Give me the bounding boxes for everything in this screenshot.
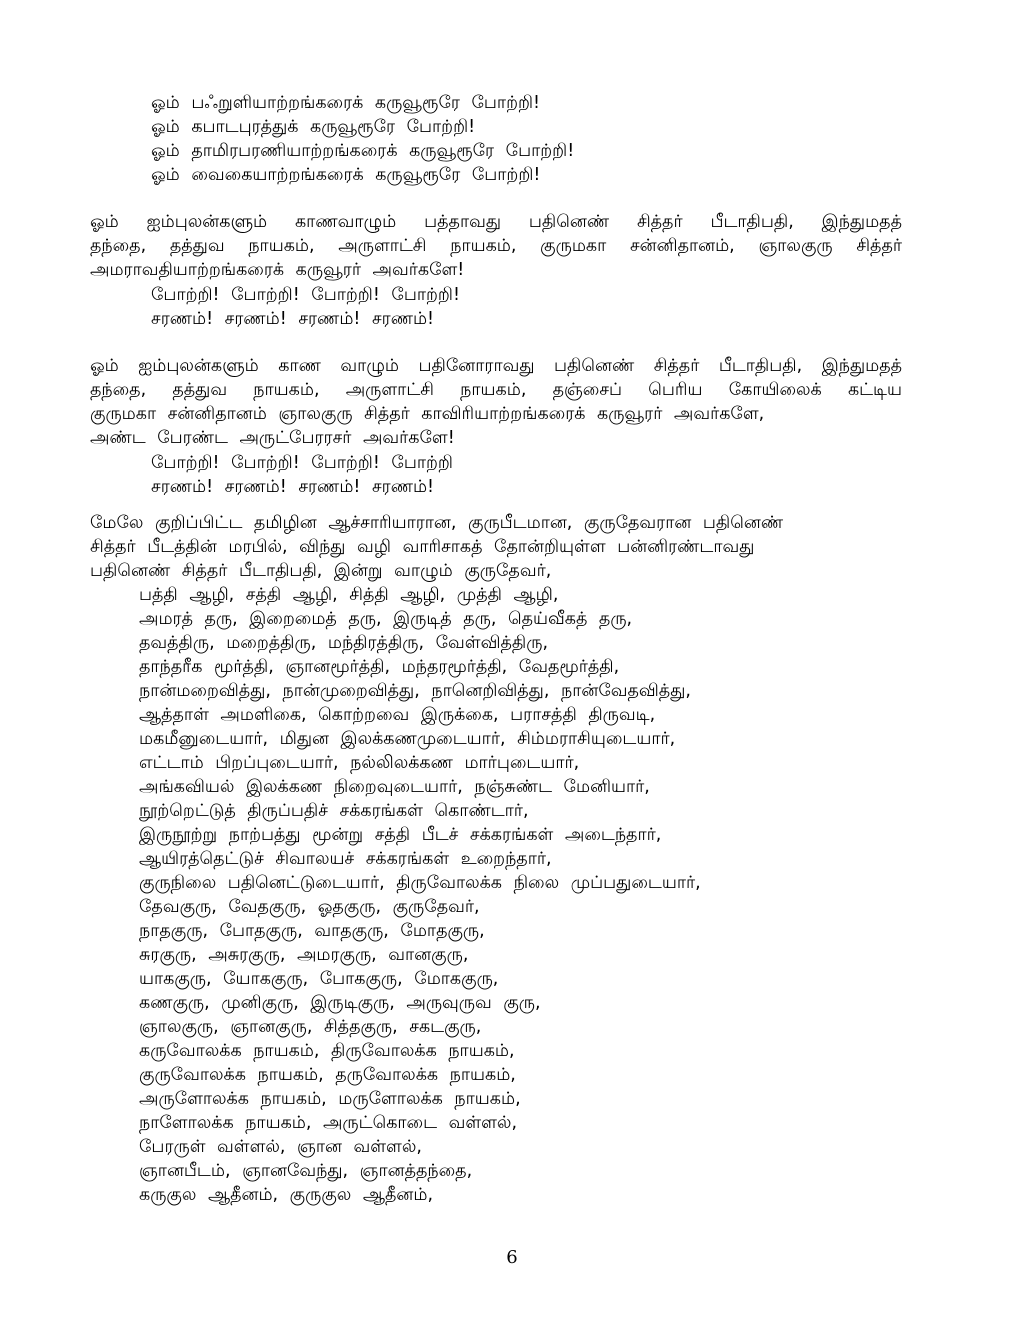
list-line: தேவகுரு, வேதகுரு, ஓதகுரு, குருதேவர், [139, 897, 480, 917]
paragraph-line: சித்தர் பீடத்தின் மரபில், விந்து வழி வாரிசாகத் தோன்றியுள்ள பன்னிரண்டாவது [90, 537, 755, 557]
text-line: ஓம் தாமிரபரணியாற்றங்கரைக் கருவூரூரே போற்றி! [151, 141, 575, 161]
list-line: தவத்திரு, மறைத்திரு, மந்திரத்திரு, வேள்வித்திரு, [139, 633, 549, 653]
list-line: அருளோலக்க நாயகம், மருளோலக்க நாயகம், [139, 1089, 521, 1109]
list-line: யாககுரு, யோககுரு, போககுரு, மோககுரு, [139, 969, 499, 989]
list-line: தாந்தரீக மூர்த்தி, ஞானமூர்த்தி, மந்தரமூர்த்தி, வேதமூர்த்தி, [139, 657, 620, 677]
paragraph-line: தந்தை, தத்துவ நாயகம், அருளாட்சி நாயகம், குருமகா சன்னிதானம், ஞாலகுரு சித்தர் [90, 236, 902, 256]
list-line: பத்தி ஆழி, சத்தி ஆழி, சித்தி ஆழி, முத்தி ஆழி, [139, 585, 559, 605]
text-line: சரணம்! சரணம்! சரணம்! சரணம்! [151, 477, 435, 497]
text-line: சரணம்! சரணம்! சரணம்! சரணம்! [151, 309, 435, 329]
text-line: ஓம் பஃறுளியாற்றங்கரைக் கருவூரூரே போற்றி! [151, 93, 541, 113]
list-line: குருநிலை பதினெட்டுடையார், திருவோலக்க நிலை முப்பதுடையார், [139, 873, 701, 893]
list-line: அங்கவியல் இலக்கண நிறைவுடையார், நஞ்சுண்ட மேனியார், [139, 777, 650, 797]
paragraph-line: தந்தை, தத்துவ நாயகம், அருளாட்சி நாயகம், தஞ்சைப் பெரிய கோயிலைக் கட்டிய [90, 380, 902, 400]
list-line: மகமீனுடையார், மிதுன இலக்கணமுடையார், சிம்மராசியுடையார், [139, 729, 676, 749]
list-line: கருகுல ஆதீனம், குருகுல ஆதீனம், [139, 1185, 434, 1205]
list-line: இருநூற்று நாற்பத்து மூன்று சத்தி பீடச் சக்கரங்கள் அடைந்தார், [139, 825, 662, 845]
page-number: 6 [506, 1247, 518, 1268]
list-line: நாளோலக்க நாயகம், அருட்கொடை வள்ளல், [139, 1113, 518, 1133]
list-line: ஞாலகுரு, ஞானகுரு, சித்தகுரு, சகடகுரு, [139, 1017, 482, 1037]
text-line: போற்றி! போற்றி! போற்றி! போற்றி! [151, 285, 460, 305]
list-line: கணகுரு, முனிகுரு, இருடிகுரு, அருவுருவ குரு, [139, 993, 541, 1013]
list-line: கருவோலக்க நாயகம், திருவோலக்க நாயகம், [139, 1041, 515, 1061]
list-line: பேரருள் வள்ளல், ஞான வள்ளல், [139, 1137, 422, 1157]
paragraph-line: அண்ட பேரண்ட அருட்பேரரசர் அவர்களே! [90, 428, 455, 448]
paragraph-line: அமராவதியாற்றங்கரைக் கருவூரர் அவர்களே! [90, 260, 465, 280]
paragraph-line: ஓம் ஐம்புலன்களும் காண வாழும் பதினோராவது பதினெண் சித்தர் பீடாதிபதி, இந்துமதத் [90, 356, 902, 376]
list-line: குருவோலக்க நாயகம், தருவோலக்க நாயகம், [139, 1065, 516, 1085]
list-line: ஆத்தாள் அமளிகை, கொற்றவை இருக்கை, பராசத்தி திருவடி, [139, 705, 656, 725]
list-line: எட்டாம் பிறப்புடையார், நல்லிலக்கண மார்புடையார், [139, 753, 580, 773]
paragraph-line: மேலே குறிப்பிட்ட தமிழின ஆச்சாரியாரான, குருபீடமான, குருதேவரான பதினெண் [90, 513, 784, 533]
list-line: நூற்றெட்டுத் திருப்பதிச் சக்கரங்கள் கொண்டார், [139, 801, 529, 821]
list-line: சுரகுரு, அசுரகுரு, அமரகுரு, வானகுரு, [139, 945, 469, 965]
list-line: அமரத் தரு, இறைமைத் தரு, இருடித் தரு, தெய்வீகத் தரு, [139, 609, 633, 629]
paragraph-line: குருமகா சன்னிதானம் ஞாலகுரு சித்தர் காவிரியாற்றங்கரைக் கருவூரர் அவர்களே, [90, 404, 765, 424]
text-line: போற்றி! போற்றி! போற்றி! போற்றி [151, 453, 453, 473]
list-line: நான்மறைவித்து, நான்முறைவித்து, நானெறிவித்து, நான்வேதவித்து, [139, 681, 691, 701]
text-line: ஓம் கபாடபுரத்துக் கருவூரூரே போற்றி! [151, 117, 476, 137]
text-line: ஓம் வைகையாற்றங்கரைக் கருவூரூரே போற்றி! [151, 165, 541, 185]
paragraph-line: ஓம் ஐம்புலன்களும் காணவாழும் பத்தாவது பதினெண் சித்தர் பீடாதிபதி, இந்துமதத் [90, 212, 902, 232]
list-line: ஆயிரத்தெட்டுச் சிவாலயச் சக்கரங்கள் உறைந்தார், [139, 849, 552, 869]
list-line: ஞானபீடம், ஞானவேந்து, ஞானத்தந்தை, [139, 1161, 473, 1181]
paragraph-line: பதினெண் சித்தர் பீடாதிபதி, இன்று வாழும் குருதேவர், [90, 561, 552, 581]
list-line: நாதகுரு, போதகுரு, வாதகுரு, மோதகுரு, [139, 921, 485, 941]
